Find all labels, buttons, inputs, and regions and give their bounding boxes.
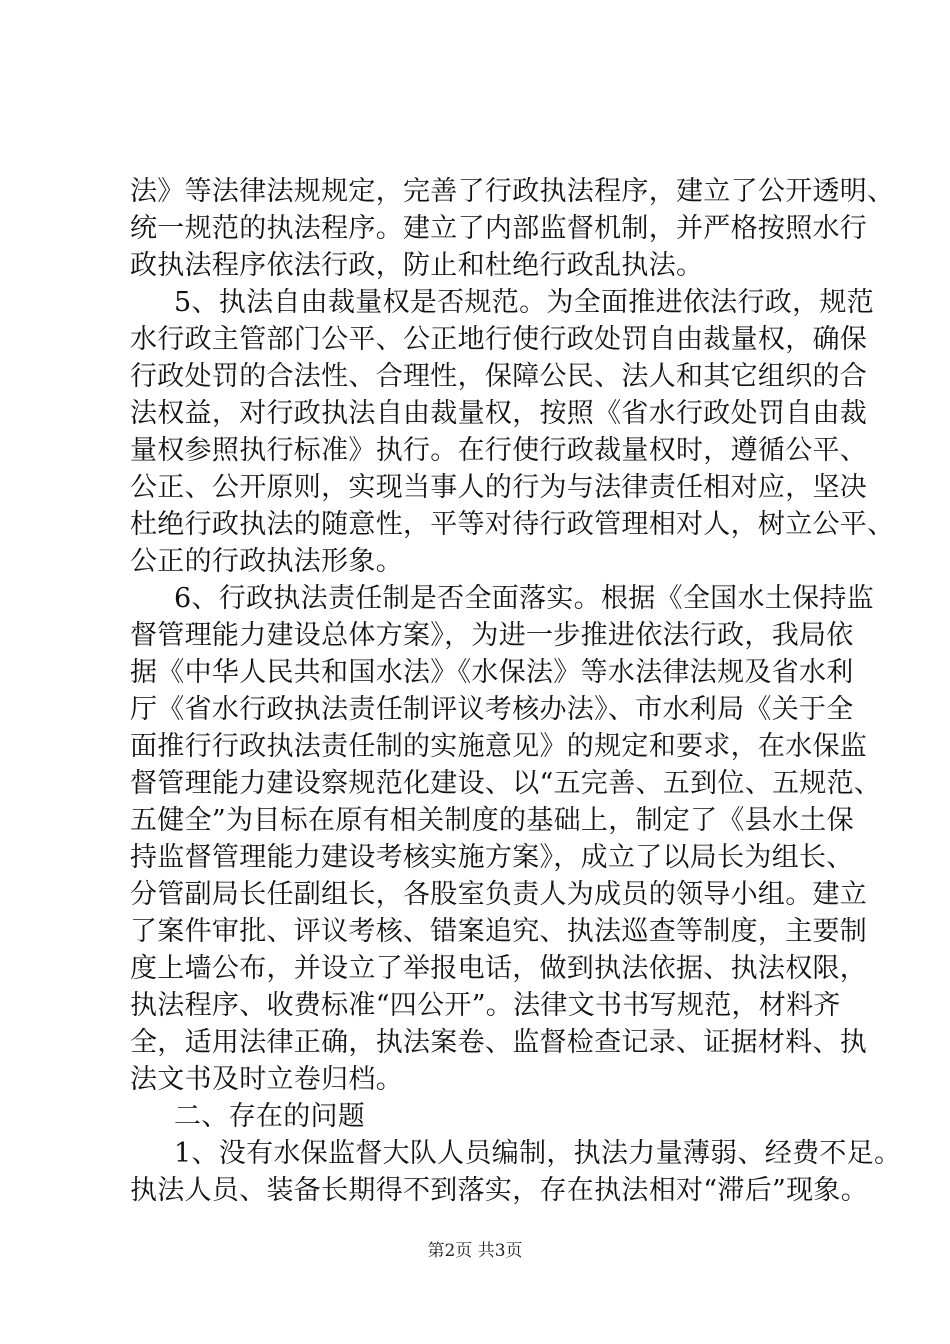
- text-line: 1、没有水保监督大队人员编制，执法力量薄弱、经费不足。: [174, 1138, 902, 1169]
- text-line: 了案件审批、评议考核、错案追究、执法巡查等制度，主要制: [130, 916, 868, 947]
- text-line: 量权参照执行标准》执行。在行使行政裁量权时，遵循公平、: [130, 435, 868, 466]
- text-line: 公正的行政执法形象。: [130, 546, 403, 577]
- text-line: 杜绝行政执法的随意性，平等对待行政管理相对人，树立公平、: [130, 509, 895, 540]
- text-line: 执法程序、收费标准“四公开”。法律文书书写规范，材料齐: [130, 990, 841, 1021]
- text-line: 法文书及时立卷归档。: [130, 1064, 403, 1095]
- text-line: 度上墙公布，并设立了举报电话，做到执法依据、执法权限，: [130, 953, 868, 984]
- text-line: 6、行政执法责任制是否全面落实。根据《全国水土保持监: [174, 583, 874, 614]
- text-line: 持监督管理能力建设考核实施方案》，成立了以局长为组长、: [130, 842, 854, 873]
- text-line: 公正、公开原则，实现当事人的行为与法律责任相对应，坚决: [130, 472, 868, 503]
- text-line: 政执法程序依法行政，防止和杜绝行政乱执法。: [130, 250, 704, 281]
- text-line: 统一规范的执法程序。建立了内部监督机制，并严格按照水行: [130, 213, 868, 244]
- text-line: 厅《省水行政执法责任制评议考核办法》、市水利局《关于全: [130, 694, 854, 725]
- text-line: 行政处罚的合法性、合理性，保障公民、法人和其它组织的合: [130, 361, 868, 392]
- section-heading: 二、存在的问题: [174, 1101, 366, 1132]
- text-line: 法权益，对行政执法自由裁量权，按照《省水行政处罚自由裁: [130, 398, 868, 429]
- text-line: 执法人员、装备长期得不到落实，存在执法相对“滞后”现象。: [130, 1175, 869, 1206]
- page-footer: 第2页 共3页: [427, 1241, 523, 1261]
- text-line: 五健全”为目标在原有相关制度的基础上，制定了《县水土保: [130, 805, 854, 836]
- text-line: 法》等法律法规规定，完善了行政执法程序，建立了公开透明、: [130, 176, 895, 207]
- text-line: 面推行行政执法责任制的实施意见》的规定和要求，在水保监: [130, 731, 868, 762]
- text-line: 据《中华人民共和国水法》《水保法》等水法律法规及省水利: [130, 657, 854, 688]
- text-line: 全，适用法律正确，执法案卷、监督检查记录、证据材料、执: [130, 1027, 868, 1058]
- text-line: 督管理能力建设总体方案》，为进一步推进依法行政，我局依: [130, 620, 854, 651]
- text-line: 督管理能力建设察规范化建设、以“五完善、五到位、五规范、: [130, 768, 882, 799]
- text-line: 分管副局长任副组长，各股室负责人为成员的领导小组。建立: [130, 879, 868, 910]
- text-line: 水行政主管部门公平、公正地行使行政处罚自由裁量权，确保: [130, 324, 868, 355]
- text-line: 5、执法自由裁量权是否规范。为全面推进依法行政，规范: [174, 287, 874, 318]
